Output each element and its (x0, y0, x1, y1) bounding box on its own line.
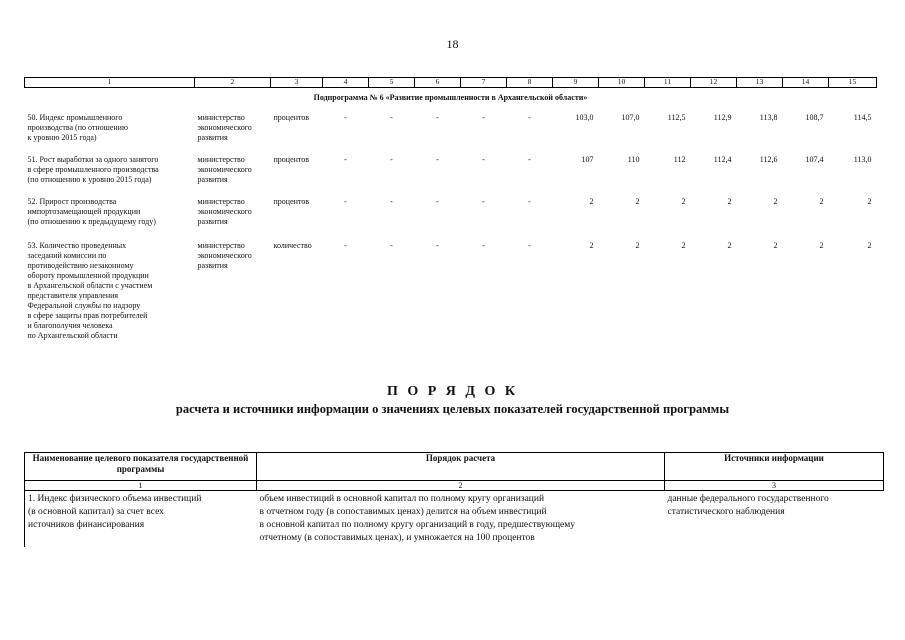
empty-value: - (528, 155, 531, 164)
empty-value: - (436, 113, 439, 122)
column-number: 3 (665, 481, 884, 491)
indicator-value: 2 (635, 197, 640, 206)
empty-value: - (528, 197, 531, 206)
indicator-owner: министерство экономического развития (197, 241, 252, 270)
indicator-value: 107,0 (621, 113, 640, 122)
empty-value: - (344, 241, 347, 250)
column-number: 15 (829, 78, 877, 88)
indicator-value: 108,7 (805, 113, 824, 122)
indicator-value: 107,4 (805, 155, 824, 164)
indicator-unit: количество (273, 241, 312, 250)
information-source: данные федерального государственного статистического наблюдения (667, 494, 829, 517)
indicator-value: 2 (819, 241, 824, 250)
empty-value: - (436, 197, 439, 206)
indicator-name: 51. Рост выработки за одного занятого в сфере промышленного производства (по отношению к уровню 2015 года) (27, 155, 159, 184)
subprogram-row (25, 88, 877, 114)
calculation-method: объем инвестиций в основной капитал по полному кругу организаций в отчетном году (в сопоставимых ценах) делится на объем инвестиций в основной капитал по полному кругу организаций в году, предшествующему отчетному (в сопоставимых ценах), и умножается на 100 процентов (259, 494, 576, 543)
column-number: 9 (553, 78, 599, 88)
indicator-value: 2 (727, 197, 732, 206)
indicator-name: 52. Прирост производства импортозамещающей продукции (по отношению к предыдущему году) (27, 197, 156, 226)
indicator-value: 112,9 (713, 113, 732, 122)
empty-value: - (528, 113, 531, 122)
column-number: 8 (507, 78, 553, 88)
indicator-unit: процентов (273, 197, 310, 206)
column-header-sources: Источники информации (665, 453, 884, 481)
indicator-value: 2 (727, 241, 732, 250)
empty-value: - (482, 197, 485, 206)
empty-value: - (436, 155, 439, 164)
empty-value: - (528, 241, 531, 250)
indicator-value: 2 (773, 197, 778, 206)
subprogram-title: Подпрограмма № 6 «Развитие промышленности в Архангельской области» (313, 93, 588, 102)
indicator-value: 2 (589, 241, 594, 250)
indicator-value: 2 (681, 197, 686, 206)
column-number: 11 (645, 78, 691, 88)
calc-header-row (25, 453, 884, 481)
indicator-owner: министерство экономического развития (197, 197, 252, 226)
indicator-value: 103,0 (575, 113, 594, 122)
empty-value: - (344, 197, 347, 206)
indicator-unit: процентов (273, 155, 310, 164)
empty-value: - (344, 155, 347, 164)
empty-value: - (390, 197, 393, 206)
empty-value: - (390, 241, 393, 250)
column-number: 1 (25, 481, 257, 491)
indicator-value: 2 (635, 241, 640, 250)
indicator-name: 53. Количество проведенных заседаний комиссии по противодействию незаконному обороту промышленной продукции в Архангельской области с участием представителя управления Федеральной службы по надзору в сфере защиты прав потребителей и благополучия человека по Архангельской области (27, 241, 153, 340)
empty-value: - (482, 241, 485, 250)
indicator-table (24, 77, 877, 341)
column-number: 13 (737, 78, 783, 88)
table-row (25, 491, 884, 548)
empty-value: - (482, 155, 485, 164)
empty-value: - (390, 155, 393, 164)
indicator-value: 113,8 (759, 113, 778, 122)
column-number: 6 (415, 78, 461, 88)
column-number: 5 (369, 78, 415, 88)
column-number: 4 (323, 78, 369, 88)
indicator-value: 2 (867, 197, 872, 206)
calculation-table (24, 452, 884, 547)
column-number-row (25, 78, 877, 88)
indicator-unit: процентов (273, 113, 310, 122)
indicator-name: 50. Индекс промышленного производства (по отношению к уровню 2015 года) (27, 113, 128, 142)
column-number-row (25, 481, 884, 491)
column-number: 2 (257, 481, 665, 491)
empty-value: - (390, 113, 393, 122)
section-subtitle: расчета и источники информации о значениях целевых показателей государственной программы (175, 402, 730, 416)
indicator-value: 2 (681, 241, 686, 250)
table-row (25, 197, 877, 241)
column-number: 14 (783, 78, 829, 88)
column-number: 1 (25, 78, 195, 88)
table-row (25, 113, 877, 155)
indicator-value: 114,5 (853, 113, 872, 122)
indicator-owner: министерство экономического развития (197, 113, 252, 142)
column-header-calculation: Порядок расчета (257, 453, 665, 481)
empty-value: - (344, 113, 347, 122)
indicator-value: 112,5 (667, 113, 686, 122)
column-header-indicator: Наименование целевого показателя государственной программы (25, 453, 257, 481)
indicator-value: 112,4 (713, 155, 732, 164)
indicator-value: 107 (581, 155, 594, 164)
indicator-value: 110 (627, 155, 640, 164)
indicator-value: 2 (773, 241, 778, 250)
indicator-value: 112 (673, 155, 686, 164)
table-row (25, 241, 877, 341)
column-number: 2 (195, 78, 271, 88)
table-row (25, 155, 877, 197)
page-number: 18 (446, 37, 459, 51)
column-number: 10 (599, 78, 645, 88)
column-number: 7 (461, 78, 507, 88)
indicator-owner: министерство экономического развития (197, 155, 252, 184)
indicator-name: 1. Индекс физического объема инвестиций (в основной капитал) за счет всех источников финансирования (25, 491, 257, 548)
indicator-value: 112,6 (759, 155, 778, 164)
indicator-value: 2 (819, 197, 824, 206)
indicator-value: 2 (589, 197, 594, 206)
indicator-value: 2 (867, 241, 872, 250)
column-number: 12 (691, 78, 737, 88)
empty-value: - (436, 241, 439, 250)
indicator-value: 113,0 (853, 155, 872, 164)
section-title: П О Р Я Д О К (386, 384, 519, 399)
column-number: 3 (271, 78, 323, 88)
empty-value: - (482, 113, 485, 122)
